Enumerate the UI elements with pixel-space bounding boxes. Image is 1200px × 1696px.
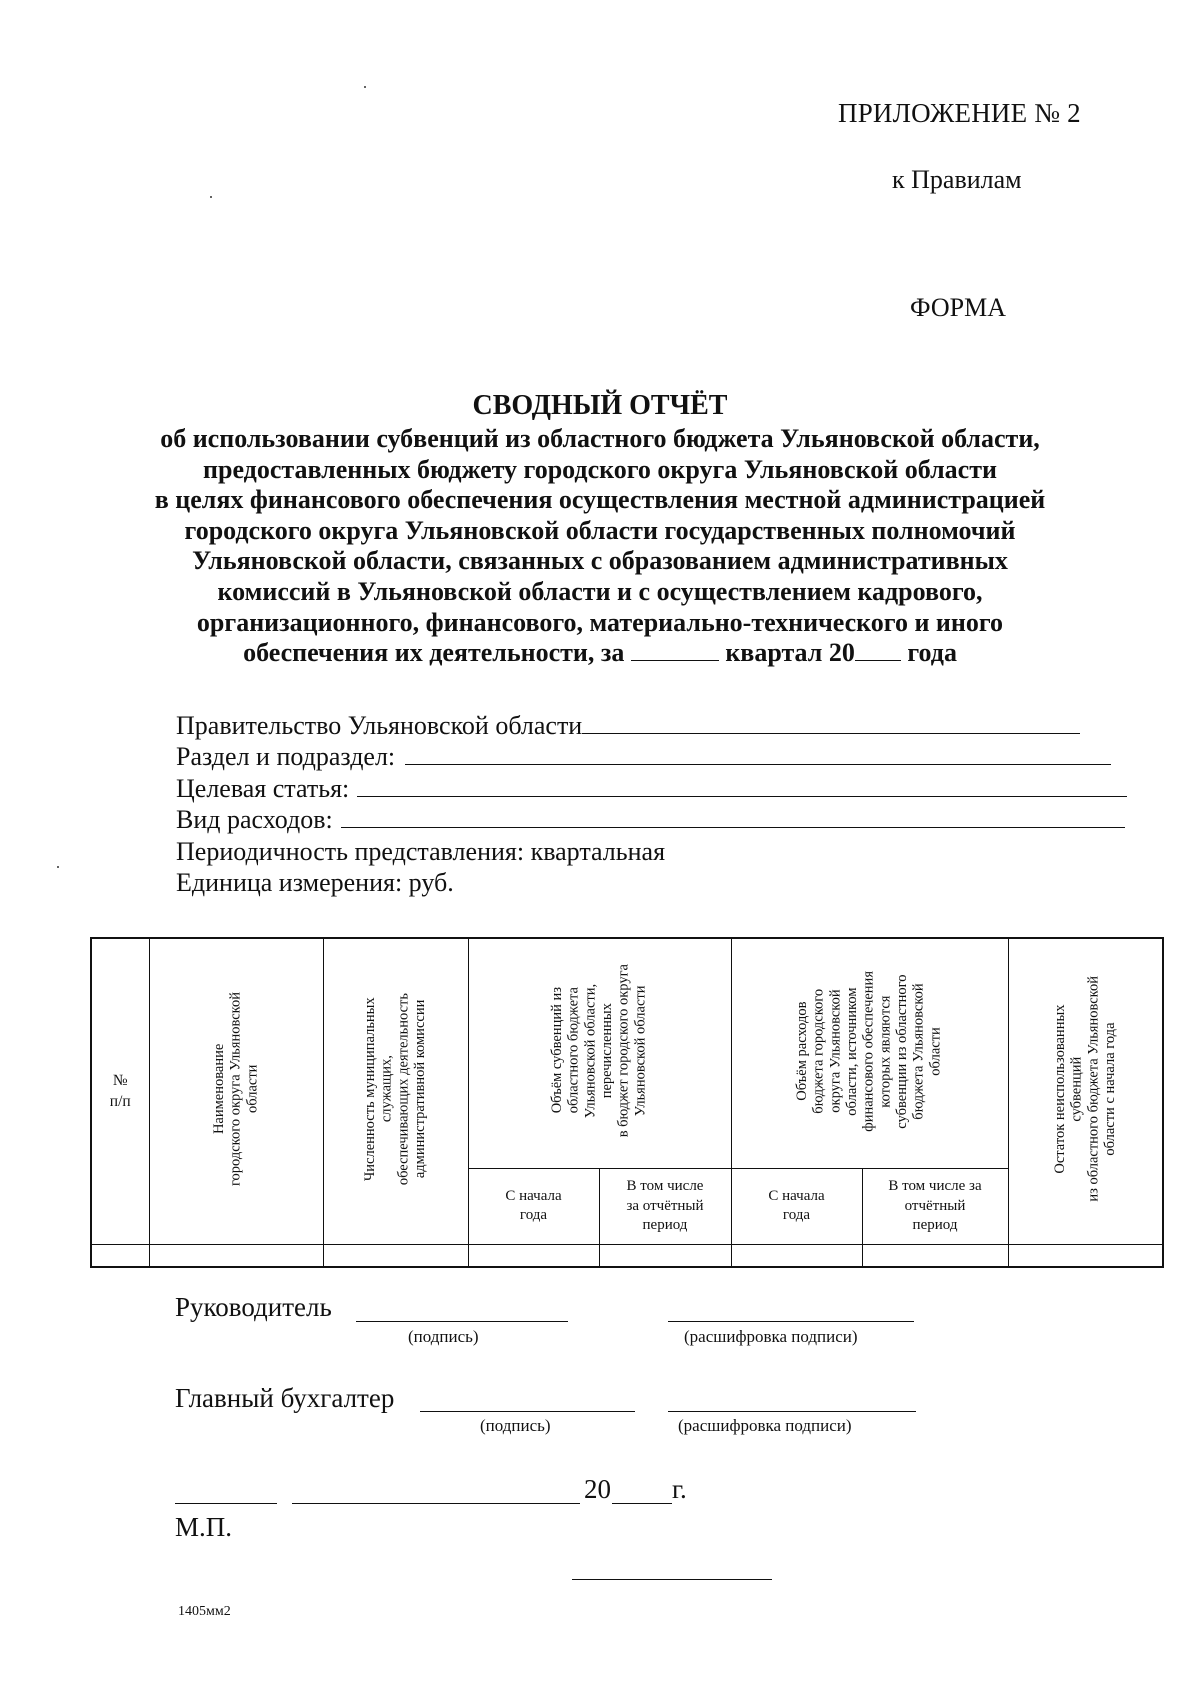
section-blank[interactable] — [405, 744, 1111, 765]
document-code: 1405мм2 — [178, 1604, 231, 1619]
scan-speck — [57, 866, 59, 868]
date-year-suffix: г. — [672, 1474, 687, 1504]
head-label: Руководитель — [175, 1292, 332, 1322]
header-subsidies-volume: Объём субвенций из областного бюджета Ульяновской области, перечисленных в бюджет городского округа Ульяновской области — [468, 938, 731, 1168]
periodicity-field: Периодичность представления: квартальная — [176, 836, 666, 866]
report-table — [90, 937, 1164, 1268]
header-expenses-volume: Объём расходов бюджета городского округа Ульяновской области, источником финансового обеспечения которых являются субвенции из областного бюджета Ульяновской области — [731, 938, 1008, 1168]
separator-line — [572, 1579, 772, 1580]
table-cell[interactable] — [862, 1245, 1008, 1268]
header-unused-balance: Остаток неиспользованных субвенций из областного бюджета Ульяновской области с начала года — [1008, 938, 1163, 1245]
stamp-label: М.П. — [175, 1512, 233, 1542]
accountant-decoding-caption: (расшифровка подписи) — [678, 1416, 852, 1435]
to-rules-label: к Правилам — [892, 165, 1022, 194]
expense-type-blank[interactable] — [341, 807, 1125, 828]
table-cell[interactable] — [1008, 1245, 1163, 1268]
table-cell[interactable] — [149, 1245, 323, 1268]
section-field: Раздел и подраздел: — [176, 741, 1127, 772]
date-month-line[interactable] — [292, 1503, 580, 1504]
government-field: Правительство Ульяновской области — [176, 710, 1127, 741]
head-signature-line[interactable] — [356, 1321, 568, 1322]
header-number: № п/п — [91, 938, 149, 1245]
report-fields — [176, 710, 1127, 898]
sub-from-year-start: С начала года — [468, 1168, 599, 1244]
appendix-number: ПРИЛОЖЕНИЕ № 2 — [838, 98, 1081, 128]
table-cell[interactable] — [731, 1245, 862, 1268]
quarter-blank[interactable] — [631, 638, 719, 661]
unit-field: Единица измерения: руб. — [176, 868, 454, 898]
year-blank[interactable] — [855, 638, 901, 661]
table-cell[interactable] — [468, 1245, 599, 1268]
table-row — [91, 1245, 1163, 1268]
table-cell[interactable] — [599, 1245, 731, 1268]
expense-type-field: Вид расходов: — [176, 804, 1127, 835]
header-staff-count: Численность муниципальных служащих, обеспечивающих деятельность административной комиссии — [323, 938, 468, 1245]
table-header-row — [91, 938, 1163, 1168]
report-subtitle: об использовании субвенций из областного бюджета Ульяновской области, предоставленных бюджету городского округа Ульяновской области в целях финансового обеспечения осуществления местной администрацией городского округа Ульяновской области государственных полномочий Ульяновской области, связанных с образованием административных комиссий в Ульяновской области и с осуществлением кадрового, организационного, финансового, материально-технического и иного обеспечения их деятельности, за квартал 20 года — [154, 424, 1046, 668]
accountant-decoding-line[interactable] — [668, 1411, 916, 1412]
date-year-prefix: 20 — [584, 1474, 611, 1504]
scan-speck — [364, 86, 366, 88]
chief-accountant-label: Главный бухгалтер — [175, 1383, 395, 1413]
sub-reporting-period: В том числе за отчётный период — [599, 1168, 731, 1244]
target-article-blank[interactable] — [357, 776, 1127, 797]
sub-from-year-start: С начала года — [731, 1168, 862, 1244]
accountant-signature-line[interactable] — [420, 1411, 635, 1412]
table-cell[interactable] — [91, 1245, 149, 1268]
scan-speck — [210, 196, 212, 198]
government-blank[interactable] — [582, 713, 1080, 734]
head-signature-caption: (подпись) — [408, 1327, 479, 1346]
table-cell[interactable] — [323, 1245, 468, 1268]
head-decoding-caption: (расшифровка подписи) — [684, 1327, 858, 1346]
sub-reporting-period: В том числе за отчётный период — [862, 1168, 1008, 1244]
report-title: СВОДНЫЙ ОТЧЁТ — [472, 390, 728, 421]
head-decoding-line[interactable] — [668, 1321, 914, 1322]
form-label: ФОРМА — [910, 293, 1006, 322]
header-district-name: Наименование городского округа Ульяновской области — [149, 938, 323, 1245]
date-day-line[interactable] — [175, 1503, 277, 1504]
date-year-line[interactable] — [612, 1503, 672, 1504]
target-article-field: Целевая статья: — [176, 773, 1127, 804]
accountant-signature-caption: (подпись) — [480, 1416, 551, 1435]
